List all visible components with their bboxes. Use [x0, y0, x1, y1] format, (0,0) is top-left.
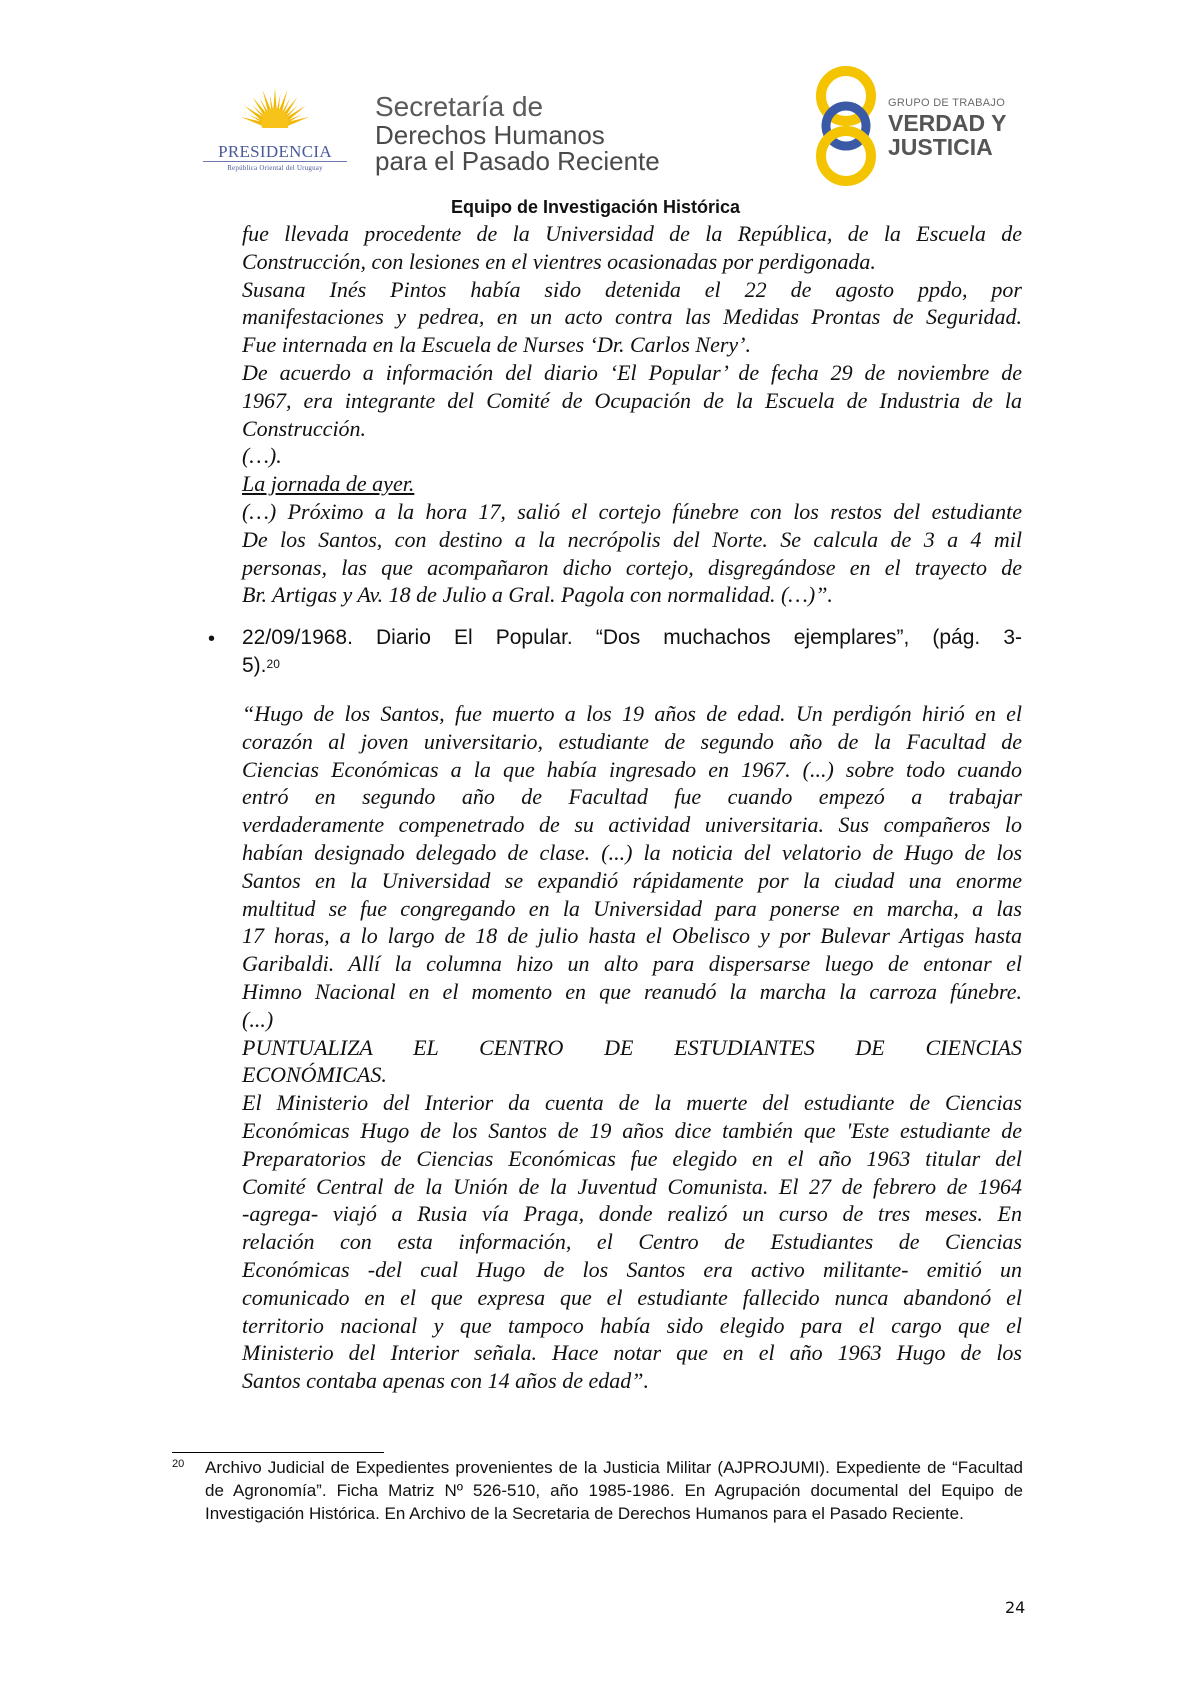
bullet-icon: •: [208, 628, 216, 650]
quote-line: El Ministerio del Interior da cuenta de la muerte del estudiante de Ciencias: [242, 1090, 1022, 1116]
quote-line: territorio nacional y que tampoco había sido elegido para el cargo que el: [242, 1312, 1022, 1338]
quote-line: “Hugo de los Santos, fue muerto a los 19 años de edad. Un perdigón hirió en el: [242, 701, 1022, 726]
sun-emblem-icon: [195, 80, 355, 142]
quote-line: Ministerio del Interior señala. Hace notar que en el año 1963 Hugo de los: [242, 1340, 1022, 1366]
quote-line: relación con esta información, el Centro de Estudiantes de Ciencias: [242, 1229, 1022, 1255]
quote-line: Construcción, con lesiones en el vientres ocasionadas por perdigonada.: [242, 248, 876, 274]
team-header: Equipo de Investigación Histórica: [450, 197, 741, 217]
footnote-text: Archivo Judicial de Expedientes provenientes de la Justicia Militar (AJPROJUMI). Expediente de “Facultad de Agronomía”. Ficha Matriz Nº 526-510, año 1985-1986. En Agrupación documental del Equipo de Investigación Histórica. En Archivo de la Secretaria de Derechos Humanos para el Pasado Reciente.: [205, 1458, 1023, 1523]
source-entry-line-2: [242, 652, 1022, 680]
secretaria-line-1: Secretaría de: [375, 91, 544, 122]
quote-line: entró en segundo año de Facultad fue cuando empezó a trabajar: [242, 784, 1022, 810]
interlocked-rings-icon: [810, 64, 882, 189]
source-entry-line-1: 22/09/1968. Diario El Popular. “Dos muchachos ejemplares”, (pág. 3-: [242, 626, 1022, 649]
presidencia-label: PRESIDENCIA: [218, 142, 332, 161]
quote-line: Fue internada en la Escuela de Nurses ‘Dr. Carlos Nery’.: [242, 332, 751, 358]
secretaria-line-3: para el Pasado Reciente: [375, 146, 660, 176]
page-number: 24: [1005, 1598, 1026, 1617]
presidencia-logo: [195, 80, 355, 180]
quote-line: Económicas -del cual Hugo de los Santos era activo militante- emitió un: [242, 1256, 1022, 1282]
quote-line: comunicado en el que expresa que el estudiante fallecido nunca abandonó el: [242, 1284, 1022, 1310]
quote-line: multitud se fue congregando en la Universidad para ponerse en marcha, a las: [242, 895, 1022, 921]
quote-line: Construcción.: [242, 415, 367, 441]
quote-line: 17 horas, a lo largo de 18 de julio hasta el Obelisco y por Bulevar Artigas hasta: [242, 923, 1022, 949]
quote-line: 1967, era integrante del Comité de Ocupación de la Escuela de Industria de la: [242, 387, 1022, 413]
justicia-label: JUSTICIA: [888, 134, 993, 160]
quote-line: manifestaciones y pedrea, en un acto contra las Medidas Prontas de Seguridad.: [242, 304, 1022, 330]
quote-line: personas, las que acompañaron dicho cortejo, disgregándose en el trayecto de: [242, 554, 1022, 580]
section-heading-puntualiza: PUNTUALIZA EL CENTRO DE ESTUDIANTES DE CIENCIAS: [242, 1034, 1022, 1060]
quote-block-2: [242, 700, 1022, 1395]
quote-line: Himno Nacional en el momento en que reanudó la marcha la carroza fúnebre.: [242, 978, 1022, 1004]
quote-line: fue llevada procedente de la Universidad de la República, de la Escuela de: [242, 221, 1022, 246]
footnote-ref[interactable]: 20: [266, 657, 280, 671]
quote-line: corazón al joven universitario, estudiante de segundo año de la Facultad de: [242, 728, 1022, 754]
quote-block-1: [242, 220, 1022, 609]
quote-line: De acuerdo a información del diario ‘El Popular’ de fecha 29 de noviembre de: [242, 359, 1022, 385]
source-entry: [242, 624, 1022, 680]
quote-line: Garibaldi. Allí la columna hizo un alto para dispersarse luego de entonar el: [242, 951, 1022, 977]
quote-line: De los Santos, con destino a la necrópolis del Norte. Se calcula de 3 a 4 mil: [242, 526, 1022, 552]
source-entry-text: 5).: [242, 654, 267, 677]
footnote-divider: [172, 1452, 384, 1453]
section-heading-puntualiza-cont: ECONÓMICAS.: [242, 1062, 387, 1088]
quote-line: Susana Inés Pintos había sido detenida el 22 de agosto ppdo, por: [242, 276, 1022, 302]
quote-line: (...): [242, 1006, 274, 1032]
quote-line: habían designado delegado de clase. (...) la noticia del velatorio de Hugo de los: [242, 839, 1022, 865]
quote-line: (…) Próximo a la hora 17, salió el cortejo fúnebre con los restos del estudiante: [242, 498, 1022, 524]
secretaria-title: [375, 92, 660, 174]
quote-line: Comité Central de la Unión de la Juventud Comunista. El 27 de febrero de 1964: [242, 1173, 1022, 1199]
quote-line: -agrega- viajó a Rusia vía Praga, donde realizó un curso de tres meses. En: [242, 1201, 1022, 1227]
presidencia-subtitle: República Oriental del Uruguay: [227, 164, 323, 172]
quote-line: Ciencias Económicas a la que había ingresado en 1967. (...) sobre todo cuando: [242, 756, 1022, 782]
grupo-label: GRUPO DE TRABAJO: [888, 97, 1006, 109]
section-heading-jornada: La jornada de ayer.: [242, 471, 415, 497]
quote-line: (…).: [242, 443, 282, 469]
quote-line: Santos contaba apenas con 14 años de edad”.: [242, 1368, 649, 1394]
quote-line: Br. Artigas y Av. 18 de Julio a Gral. Pagola con normalidad. (…)”.: [242, 582, 833, 608]
footnote-number: 20: [172, 1458, 185, 1470]
secretaria-line-2: Derechos Humanos: [375, 120, 605, 150]
quote-line: Santos en la Universidad se expandió rápidamente por la ciudad una enorme: [242, 867, 1022, 893]
verdad-label: VERDAD Y: [888, 110, 1007, 136]
quote-line: verdaderamente compenetrado de su actividad universitaria. Sus compañeros lo: [242, 812, 1022, 838]
verdad-justicia-logo: [810, 64, 1020, 189]
quote-line: Económicas Hugo de los Santos de 19 años dice también que 'Este estudiante de: [242, 1117, 1022, 1143]
quote-line: Preparatorios de Ciencias Económicas fue elegido en el año 1963 titular del: [242, 1145, 1022, 1171]
